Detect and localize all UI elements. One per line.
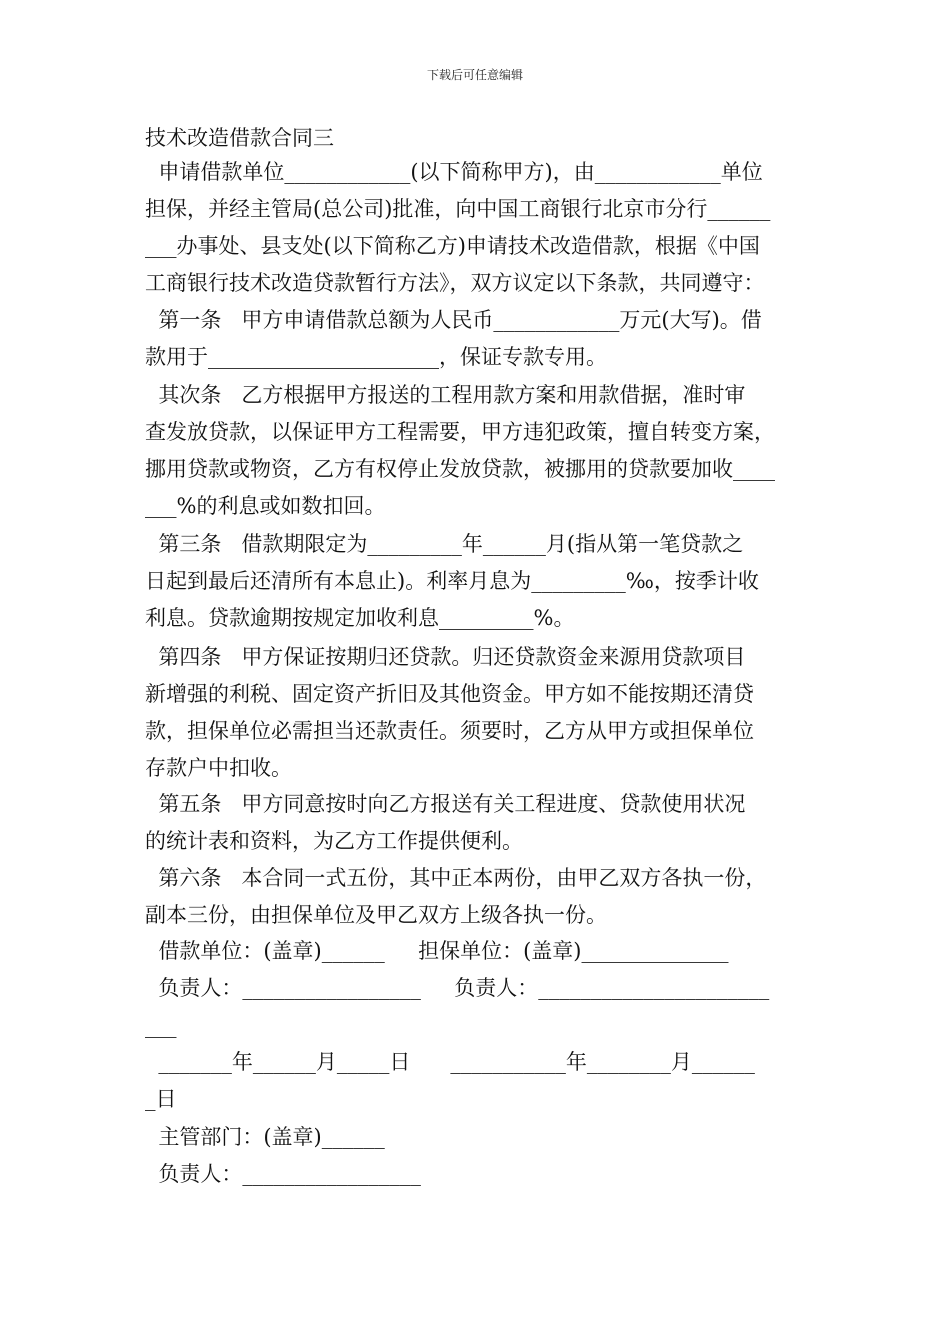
text-line: 申请借款单位____________(以下简称甲方)，由____________单位 <box>145 160 763 184</box>
text-line: 款用于______________________，保证专款专用。 <box>145 345 607 369</box>
page-header: 下载后可任意编辑 <box>426 68 523 82</box>
text-line: ___%的利息或如数扣回。 <box>145 494 386 518</box>
text-line: 第一条 甲方申请借款总额为人民币____________万元(大写)。借 <box>145 308 762 332</box>
signature-line: 主管部门：(盖章)______ <box>145 1125 385 1149</box>
text-line: 款，担保单位必需担当还款责任。须要时，乙方从甲方或担保单位 <box>145 719 754 743</box>
date-line: _______年______月_____日 ___________年________月______ <box>145 1050 755 1074</box>
text-line: 第五条 甲方同意按时向乙方报送有关工程进度、贷款使用状况 <box>145 792 746 816</box>
text-line: 其次条 乙方根据甲方报送的工程用款方案和用款借据，准时审 <box>145 383 746 407</box>
signature-line: 负责人：_________________ 负责人：______________________ <box>145 976 770 1000</box>
text-line: 担保，并经主管局(总公司)批准，向中国工商银行北京市分行______ <box>145 197 771 221</box>
signature-line: ___ <box>145 1014 177 1038</box>
signature-line: 借款单位：(盖章)______ 担保单位：(盖章)______________ <box>145 939 729 963</box>
text-line: 第六条 本合同一式五份，其中正本两份，由甲乙双方各执一份， <box>145 866 767 890</box>
text-line: 日起到最后还清所有本息止)。利率月息为_________‰，按季计收 <box>145 569 759 593</box>
document-title: 技术改造借款合同三 <box>145 126 334 150</box>
text-line: 的统计表和资料，为乙方工作提供便利。 <box>145 829 523 853</box>
text-line: 挪用贷款或物资，乙方有权停止发放贷款，被挪用的贷款要加收____ <box>145 457 775 481</box>
signature-line: 负责人：_________________ <box>145 1162 421 1186</box>
text-line: 第三条 借款期限定为_________年______月(指从第一笔贷款之 <box>145 532 744 556</box>
text-line: 查发放贷款，以保证甲方工程需要，甲方违犯政策，擅自转变方案， <box>145 420 775 444</box>
text-line: 工商银行技术改造贷款暂行方法》，双方议定以下条款，共同遵守： <box>145 271 765 295</box>
date-line: _日 <box>145 1087 177 1111</box>
text-line: 副本三份，由担保单位及甲乙双方上级各执一份。 <box>145 903 607 927</box>
text-line: 第四条 甲方保证按期归还贷款。归还贷款资金来源用贷款项目 <box>145 645 746 669</box>
text-line: ___办事处、县支处(以下简称乙方)申请技术改造借款，根据《中国 <box>145 234 760 258</box>
text-line: 新增强的利税、固定资产折旧及其他资金。甲方如不能按期还清贷 <box>145 682 754 706</box>
text-line: 利息。贷款逾期按规定加收利息_________%。 <box>145 606 575 630</box>
text-line: 存款户中扣收。 <box>145 756 292 780</box>
